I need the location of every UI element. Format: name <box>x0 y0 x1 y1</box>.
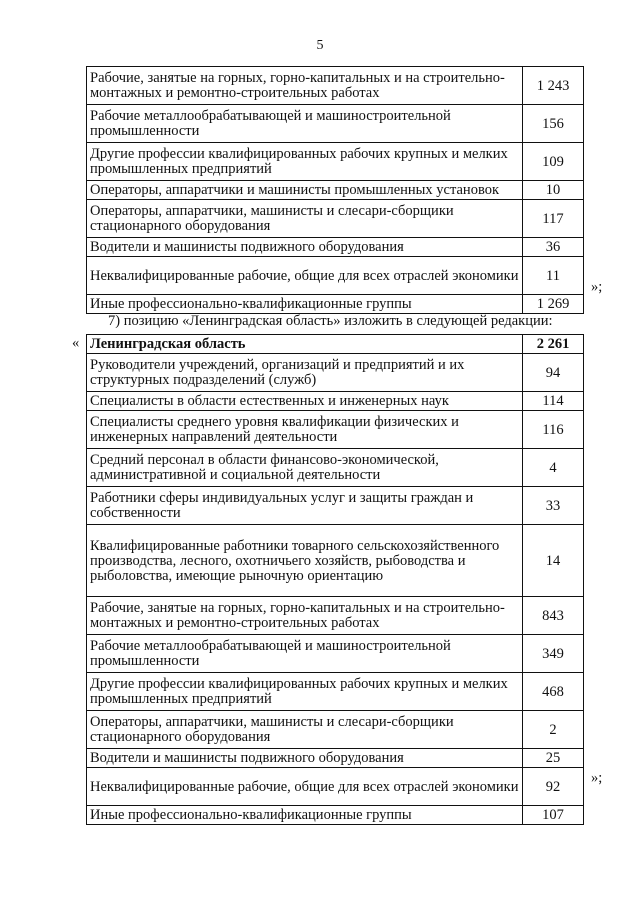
occupations-table-continued <box>86 66 584 314</box>
table-row <box>87 143 584 181</box>
row-value: 843 <box>523 597 584 635</box>
row-label: Специалисты в области естественных и инженерных наук <box>87 392 523 411</box>
row-value: 25 <box>523 749 584 768</box>
row-label: Иные профессионально-квалификационные группы <box>87 806 523 825</box>
row-label: Иные профессионально-квалификационные группы <box>87 295 523 314</box>
row-value: 1 269 <box>523 295 584 314</box>
row-label: Операторы, аппаратчики, машинисты и слесари-сборщики стационарного оборудования <box>87 200 523 238</box>
row-label: Неквалифицированные рабочие, общие для всех отраслей экономики <box>87 768 523 806</box>
row-label: Другие профессии квалифицированных рабочих крупных и мелких промышленных предприятий <box>87 673 523 711</box>
leningrad-region-table <box>86 334 584 825</box>
row-value: 468 <box>523 673 584 711</box>
row-label: Средний персонал в области финансово-экономической, административной и социальной деятельности <box>87 449 523 487</box>
table-row <box>87 181 584 200</box>
row-value: 92 <box>523 768 584 806</box>
table-row <box>87 635 584 673</box>
row-label: Операторы, аппаратчики и машинисты промышленных установок <box>87 181 523 200</box>
table-row <box>87 105 584 143</box>
table-row <box>87 487 584 525</box>
table2-opening-quote: « <box>72 335 80 351</box>
row-value: 107 <box>523 806 584 825</box>
page-number: 5 <box>316 38 324 53</box>
row-label: Другие профессии квалифицированных рабочих крупных и мелких промышленных предприятий <box>87 143 523 181</box>
row-label: Рабочие, занятые на горных, горно-капитальных и на строительно-монтажных и ремонтно-строительных работах <box>87 67 523 105</box>
row-value: 10 <box>523 181 584 200</box>
row-label: Операторы, аппаратчики, машинисты и слесари-сборщики стационарного оборудования <box>87 711 523 749</box>
table-row <box>87 749 584 768</box>
table-row <box>87 525 584 597</box>
region-total: 2 261 <box>523 335 584 354</box>
table1-closing-quote: »; <box>591 279 603 295</box>
table2-closing-quote: »; <box>591 770 603 786</box>
table-row <box>87 711 584 749</box>
row-value: 114 <box>523 392 584 411</box>
row-label: Водители и машинисты подвижного оборудования <box>87 749 523 768</box>
row-value: 14 <box>523 525 584 597</box>
row-label: Руководители учреждений, организаций и предприятий и их структурных подразделений (служб) <box>87 354 523 392</box>
amendment-instruction: 7) позицию «Ленинградская область» изложить в следующей редакции: <box>108 313 553 329</box>
table-row <box>87 449 584 487</box>
table-row <box>87 768 584 806</box>
row-label: Работники сферы индивидуальных услуг и защиты граждан и собственности <box>87 487 523 525</box>
table-row <box>87 354 584 392</box>
table-row <box>87 597 584 635</box>
row-value: 36 <box>523 238 584 257</box>
row-value: 4 <box>523 449 584 487</box>
region-name: Ленинградская область <box>87 335 523 354</box>
table-row <box>87 238 584 257</box>
row-value: 33 <box>523 487 584 525</box>
row-value: 116 <box>523 411 584 449</box>
row-label: Рабочие, занятые на горных, горно-капитальных и на строительно-монтажных и ремонтно-строительных работах <box>87 597 523 635</box>
row-label: Специалисты среднего уровня квалификации физических и инженерных направлений деятельности <box>87 411 523 449</box>
row-value: 94 <box>523 354 584 392</box>
table-header-row <box>87 335 584 354</box>
row-value: 349 <box>523 635 584 673</box>
table-row <box>87 257 584 295</box>
table-row <box>87 295 584 314</box>
row-value: 109 <box>523 143 584 181</box>
row-value: 1 243 <box>523 67 584 105</box>
row-value: 156 <box>523 105 584 143</box>
row-label: Рабочие металлообрабатывающей и машиностроительной промышленности <box>87 635 523 673</box>
row-label: Водители и машинисты подвижного оборудования <box>87 238 523 257</box>
table-row <box>87 392 584 411</box>
table-row <box>87 411 584 449</box>
row-value: 11 <box>523 257 584 295</box>
row-value: 117 <box>523 200 584 238</box>
table-row <box>87 673 584 711</box>
row-value: 2 <box>523 711 584 749</box>
table-row <box>87 200 584 238</box>
row-label: Неквалифицированные рабочие, общие для всех отраслей экономики <box>87 257 523 295</box>
row-label: Рабочие металлообрабатывающей и машиностроительной промышленности <box>87 105 523 143</box>
table-row <box>87 67 584 105</box>
table-row <box>87 806 584 825</box>
row-label: Квалифицированные работники товарного сельскохозяйственного производства, лесного, охотничьего хозяйств, рыбоводства и рыболовства, имеющие рыночную ориентацию <box>87 525 523 597</box>
